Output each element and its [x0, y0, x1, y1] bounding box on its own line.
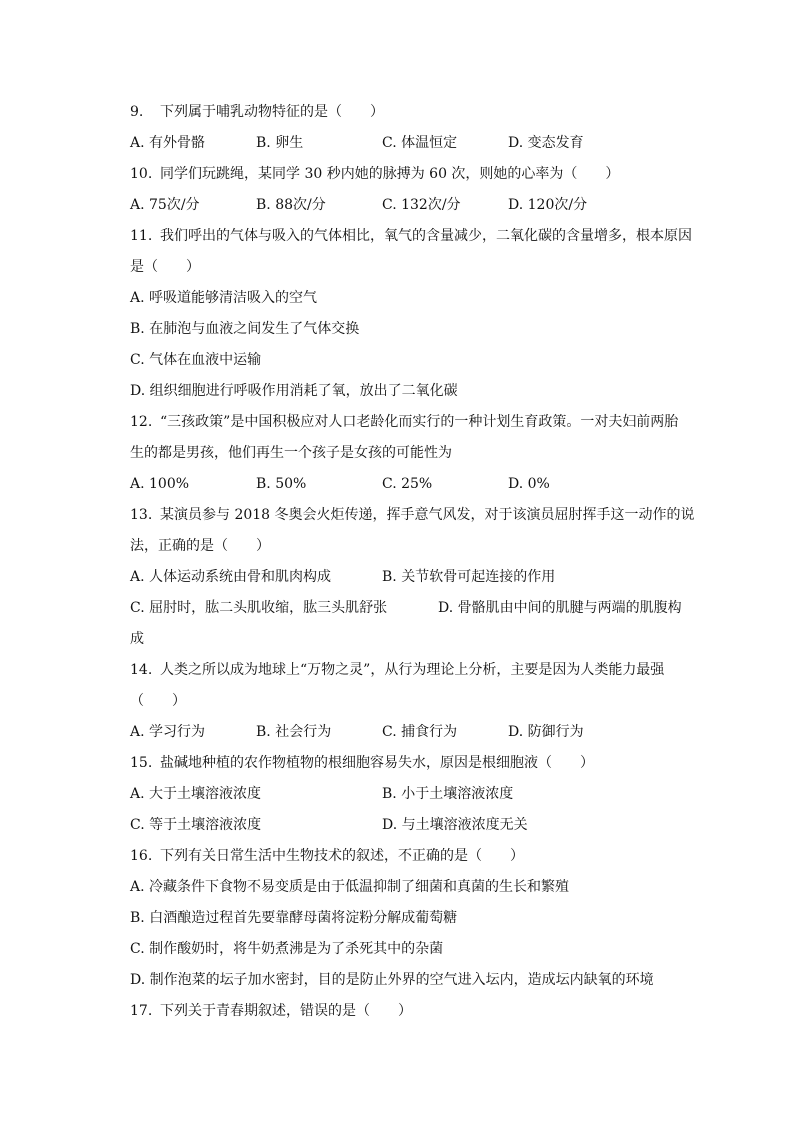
option-b[interactable]: B. 关节软骨可起连接的作用 [382, 569, 556, 585]
question-13-options-row-2 [130, 593, 710, 624]
question-text: 是（ ） [130, 259, 200, 275]
option-d[interactable]: D. 120次/分 [508, 197, 588, 213]
question-11-option-c[interactable]: C. 气体在血液中运输 [130, 352, 262, 368]
question-text: 下列有关日常生活中生物技术的叙述，不正确的是（ ） [160, 848, 524, 864]
question-12-stem-continued [130, 438, 710, 469]
question-12-options [130, 469, 710, 500]
question-text: 我们呼出的气体与吸入的气体相比，氧气的含量减少，二氧化碳的含量增多，根本原因 [160, 228, 692, 244]
question-text: （ ） [130, 693, 186, 709]
question-number: 13. [130, 507, 153, 523]
option-b[interactable]: B. 社会行为 [256, 724, 332, 740]
question-16-option-d[interactable]: D. 制作泡菜的坛子加水密封，目的是防止外界的空气进入坛内，造成坛内缺氧的环境 [130, 972, 654, 988]
question-number: 16. [130, 848, 153, 864]
question-number: 9. [130, 104, 144, 120]
question-text: 生的都是男孩，他们再生一个孩子是女孩的可能性为 [130, 445, 452, 461]
question-11-stem-continued [130, 252, 710, 283]
option-d[interactable]: D. 防御行为 [508, 724, 584, 740]
option-b[interactable]: B. 卵生 [256, 135, 304, 151]
question-number: 17. [130, 1003, 153, 1019]
question-11-option-b[interactable]: B. 在肺泡与血液之间发生了气体交换 [130, 321, 360, 337]
option-b[interactable]: B. 小于土壤溶液浓度 [382, 786, 514, 802]
option-c[interactable]: C. 体温恒定 [382, 135, 458, 151]
question-16-option-a[interactable]: A. 冷藏条件下食物不易变质是由于低温抑制了细菌和真菌的生长和繁殖 [130, 879, 570, 895]
question-13-option-d-continued: 成 [130, 631, 144, 647]
question-11-option-d[interactable]: D. 组织细胞进行呼吸作用消耗了氧，放出了二氧化碳 [130, 383, 458, 399]
question-text: 人类之所以成为地球上“万物之灵”，从行为理论上分析，主要是因为人类能力最强 [160, 662, 665, 678]
option-a[interactable]: A. 100% [130, 476, 190, 492]
question-number: 10. [130, 166, 153, 182]
option-c[interactable]: C. 132次/分 [382, 197, 461, 213]
question-text: 下列关于青春期叙述，错误的是（ ） [160, 1003, 412, 1019]
question-number: 15. [130, 755, 153, 771]
question-number: 14. [130, 662, 153, 678]
question-15-options-row-1 [130, 779, 710, 810]
option-c[interactable]: C. 等于土壤溶液浓度 [130, 817, 262, 833]
question-16-stem [130, 841, 710, 872]
option-c[interactable]: C. 25% [382, 476, 433, 492]
option-a[interactable]: A. 人体运动系统由骨和肌肉构成 [130, 569, 332, 585]
option-d[interactable]: D. 与土壤溶液浓度无关 [382, 817, 528, 833]
question-9-stem [130, 97, 710, 128]
option-a[interactable]: A. 有外骨骼 [130, 135, 206, 151]
question-11-stem [130, 221, 710, 252]
question-text: 法，正确的是（ ） [130, 538, 270, 554]
question-13-stem [130, 500, 710, 531]
question-17-stem [130, 996, 710, 1027]
question-text: “三孩政策”是中国积极应对人口老龄化而实行的一种计划生育政策。一对夫妇前两胎 [160, 414, 679, 430]
question-14-stem-continued [130, 686, 710, 717]
question-number: 12. [130, 414, 153, 430]
question-14-stem [130, 655, 710, 686]
question-13-options-row-1 [130, 562, 710, 593]
option-a[interactable]: A. 大于土壤溶液浓度 [130, 786, 262, 802]
question-11-option-a[interactable]: A. 呼吸道能够清洁吸入的空气 [130, 290, 318, 306]
question-10-options [130, 190, 710, 221]
option-a[interactable]: A. 学习行为 [130, 724, 206, 740]
option-c[interactable]: C. 屈肘时，肱二头肌收缩，肱三头肌舒张 [130, 600, 388, 616]
option-b[interactable]: B. 88次/分 [256, 197, 326, 213]
option-c[interactable]: C. 捕食行为 [382, 724, 458, 740]
question-number: 11. [130, 228, 153, 244]
option-a[interactable]: A. 75次/分 [130, 197, 200, 213]
option-d[interactable]: D. 骨骼肌由中间的肌腱与两端的肌腹构 [438, 600, 682, 616]
question-12-stem [130, 407, 710, 438]
question-16-option-c[interactable]: C. 制作酸奶时，将牛奶煮沸是为了杀死其中的杂菌 [130, 941, 444, 957]
question-text: 同学们玩跳绳，某同学 30 秒内她的脉搏为 60 次，则她的心率为（ ） [160, 166, 620, 182]
question-text: 盐碱地种植的农作物植物的根细胞容易失水，原因是根细胞液（ ） [160, 755, 594, 771]
question-14-options [130, 717, 710, 748]
question-13-stem-continued [130, 531, 710, 562]
option-d[interactable]: D. 0% [508, 476, 550, 492]
question-16-option-b[interactable]: B. 白酒酿造过程首先要靠酵母菌将淀粉分解成葡萄糖 [130, 910, 458, 926]
question-10-stem [130, 159, 710, 190]
question-15-stem [130, 748, 710, 779]
option-d[interactable]: D. 变态发育 [508, 135, 584, 151]
question-15-options-row-2 [130, 810, 710, 841]
question-9-options [130, 128, 710, 159]
option-b[interactable]: B. 50% [256, 476, 307, 492]
question-text: 下列属于哺乳动物特征的是（ ） [160, 104, 384, 120]
question-text: 某演员参与 2018 冬奥会火炬传递，挥手意气风发，对于该演员屈肘挥手这一动作的说 [160, 507, 695, 523]
